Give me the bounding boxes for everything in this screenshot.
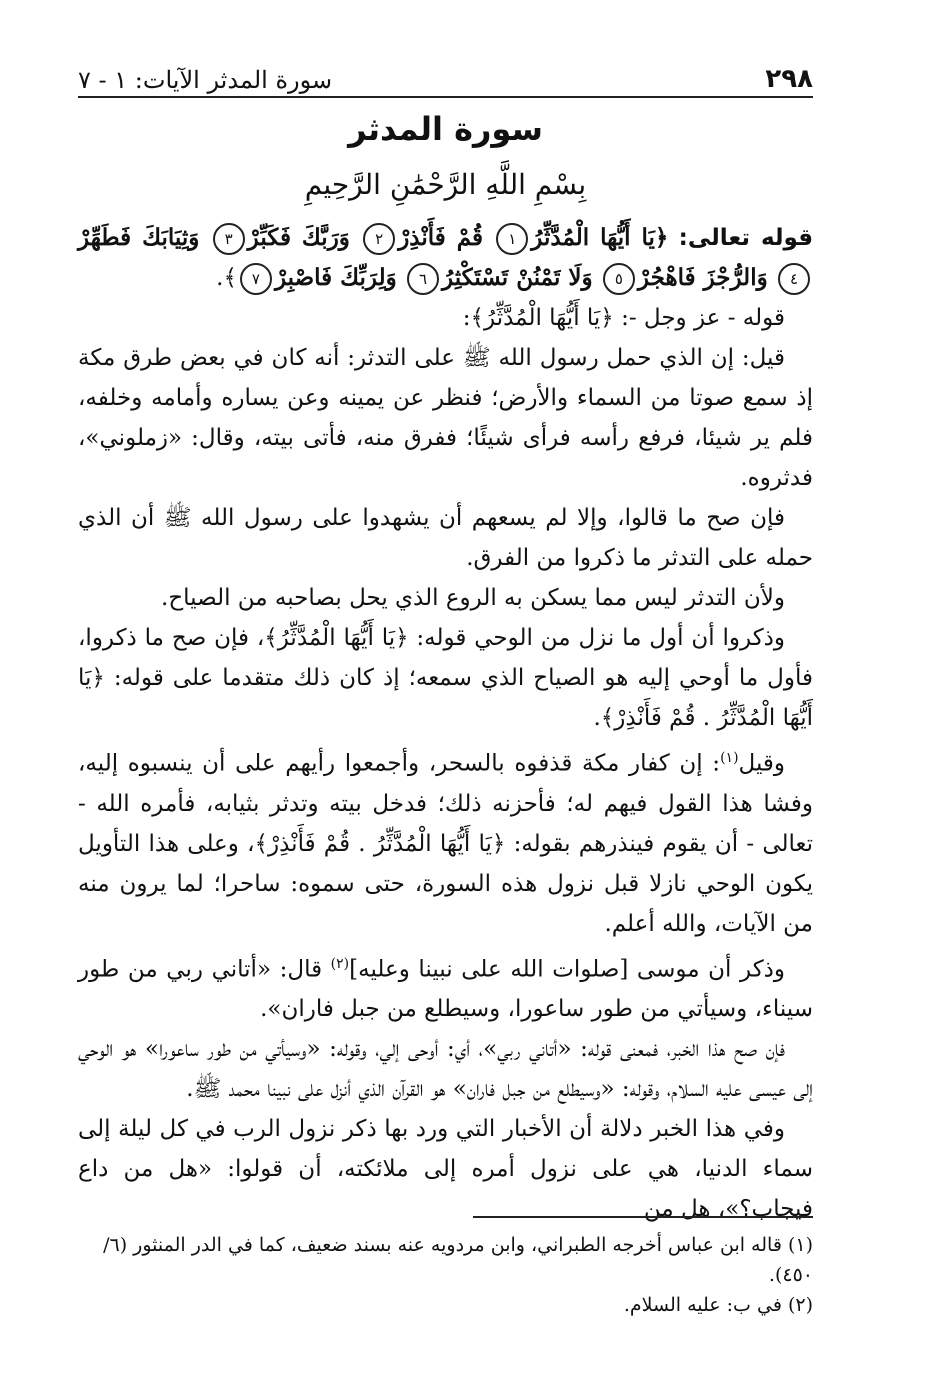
paragraph: وفي هذا الخبر دلالة أن الأخبار التي ورد بها ذكر نزول الرب في كل ليلة إلى سماء الدنيا، هي على نزول أمره إلى ملائكته، أن قولوا: «هل من داع فيجاب؟»، هل من	[78, 1116, 813, 1223]
paragraph	[78, 738, 813, 944]
footnote-ref[interactable]: (٢)	[330, 955, 350, 972]
paragraph-start: وذكر أن موسى [صلوات الله على نبينا وعليه]	[349, 956, 786, 983]
paragraph-rest: : إن كفار مكة قذفوه بالسحر، وأجمعوا رأيهم على أن ينسبوه إليه، وفشا هذا القول فيهم له؛ فأحزنه ذلك؛ فدخل بيته وتدثر بثيابه، فأمره الله - تعالى - أن يقوم فينذرهم بقوله: ﴿يَا أَيُّهَا الْمُدَّثِّرُ . قُمْ فَأَنْذِرْ﴾، وعلى هذا التأويل يكون الوحي نازلا قبل نزول هذه السورة، حتى سموه: ساحرا؛ لما يرون منه من الآيات، والله أعلم.	[78, 750, 813, 937]
main-text	[78, 218, 813, 1229]
ayah-number-marker: ٢	[363, 223, 395, 255]
footnote: (٢) في ب: عليه السلام.	[623, 1294, 813, 1316]
footnotes	[78, 1230, 813, 1320]
paragraph: فإن صح ما قالوا، وإلا لم يسعهم أن يشهدوا على رسول الله ﷺ أن الذي حمله على التدثر ما ذكروا من الفرق.	[78, 505, 813, 571]
verse-text: ﴿يَا أَيُّهَا الْمُدَّثِّرُ	[531, 224, 669, 251]
intro-verses	[78, 218, 813, 298]
page-number: ٢٩٨	[765, 64, 813, 94]
ayah-number-marker: ١	[496, 223, 528, 255]
paragraph: ولأن التدثر ليس مما يسكن به الروع الذي يحل بصاحبه من الصياح.	[161, 585, 785, 611]
footnote-ref[interactable]: (١)	[720, 750, 739, 766]
paragraph: وذكروا أن أول ما نزل من الوحي قوله: ﴿يَا أَيُّهَا الْمُدَّثِّرُ﴾، فإن صح ما ذكروا، فأول ما أوحي إليه هو الصياح الذي سمعه؛ إذ كان ذلك متقدما على قوله: ﴿يَا أَيُّهَا الْمُدَّثِّرُ . قُمْ فَأَنْذِرْ﴾.	[78, 625, 813, 731]
intro-lead: قوله تعالى:	[678, 225, 814, 251]
ayah-number-marker: ٦	[407, 263, 439, 295]
running-title: سورة المدثر الآيات: ١ - ٧	[78, 66, 333, 94]
ayah-number-marker: ٥	[603, 263, 635, 295]
paragraph-rest: قال: «أتاني ربي من طور سيناء، وسيأتي من طور ساعورا، وسيطلع من جبل فاران».	[78, 956, 813, 1023]
ayah-number-marker: ٤	[778, 263, 810, 295]
verse-text: وَلِرَبِّكَ فَاصْبِرْ	[274, 264, 397, 291]
verse-text: وَلَا تَمْنُنْ تَسْتَكْثِرُ	[442, 264, 593, 291]
page-header	[78, 54, 813, 94]
paragraph: فإن صح هذا الخبر، فمعنى قوله: «أتاني ربي»، أي: أوحى إلي، وقوله: «وسيأتي من طور ساعورا» هو الوحي إلى عيسى عليه السلام، وقوله: «وسيطلع من جبل فاران» هو القرآن الذي أنزل على نبينا محمد ﷺ.	[78, 1036, 813, 1103]
paragraph	[78, 944, 813, 1030]
verse-text: وَالرُّجْزَ فَاهْجُرْ	[637, 264, 768, 291]
verse-text: قُمْ فَأَنْذِرْ	[398, 224, 484, 251]
paragraph-start: وقيل	[738, 750, 785, 777]
verse-text: وَثِيَابَكَ فَطَهِّرْ	[78, 224, 200, 251]
verse-close: ﴾.	[216, 265, 237, 291]
basmala: بِسْمِ اللَّهِ الرَّحْمَٰنِ الرَّحِيمِ	[304, 168, 587, 201]
header-rule	[78, 96, 813, 98]
ayah-number-marker: ٧	[240, 263, 272, 295]
ayah-number-marker: ٣	[213, 223, 245, 255]
verse-text: وَرَبَّكَ فَكَبِّرْ	[247, 224, 350, 251]
footnote-rule	[473, 1216, 813, 1218]
footnote: (١) قاله ابن عباس أخرجه الطبراني، وابن مردويه عنه بسند ضعيف، كما في الدر المنثور (٦/ ٤٥٠).	[103, 1234, 813, 1286]
surah-title: سورة المدثر	[348, 110, 543, 148]
paragraph: قيل: إن الذي حمل رسول الله ﷺ على التدثر: أنه كان في بعض طرق مكة إذ سمع صوتا من السماء والأرض؛ فنظر عن يمينه وعن يساره وأمامه وخلفه، فلم ير شيئا، فرفع رأسه فرأى شيئًا؛ ففرق منه، فأتى بيته، وقال: «زملوني»، فدثروه.	[78, 345, 813, 491]
paragraph: قوله - عز وجل -: ﴿يَا أَيُّهَا الْمُدَّثِّرُ﴾:	[462, 305, 785, 331]
